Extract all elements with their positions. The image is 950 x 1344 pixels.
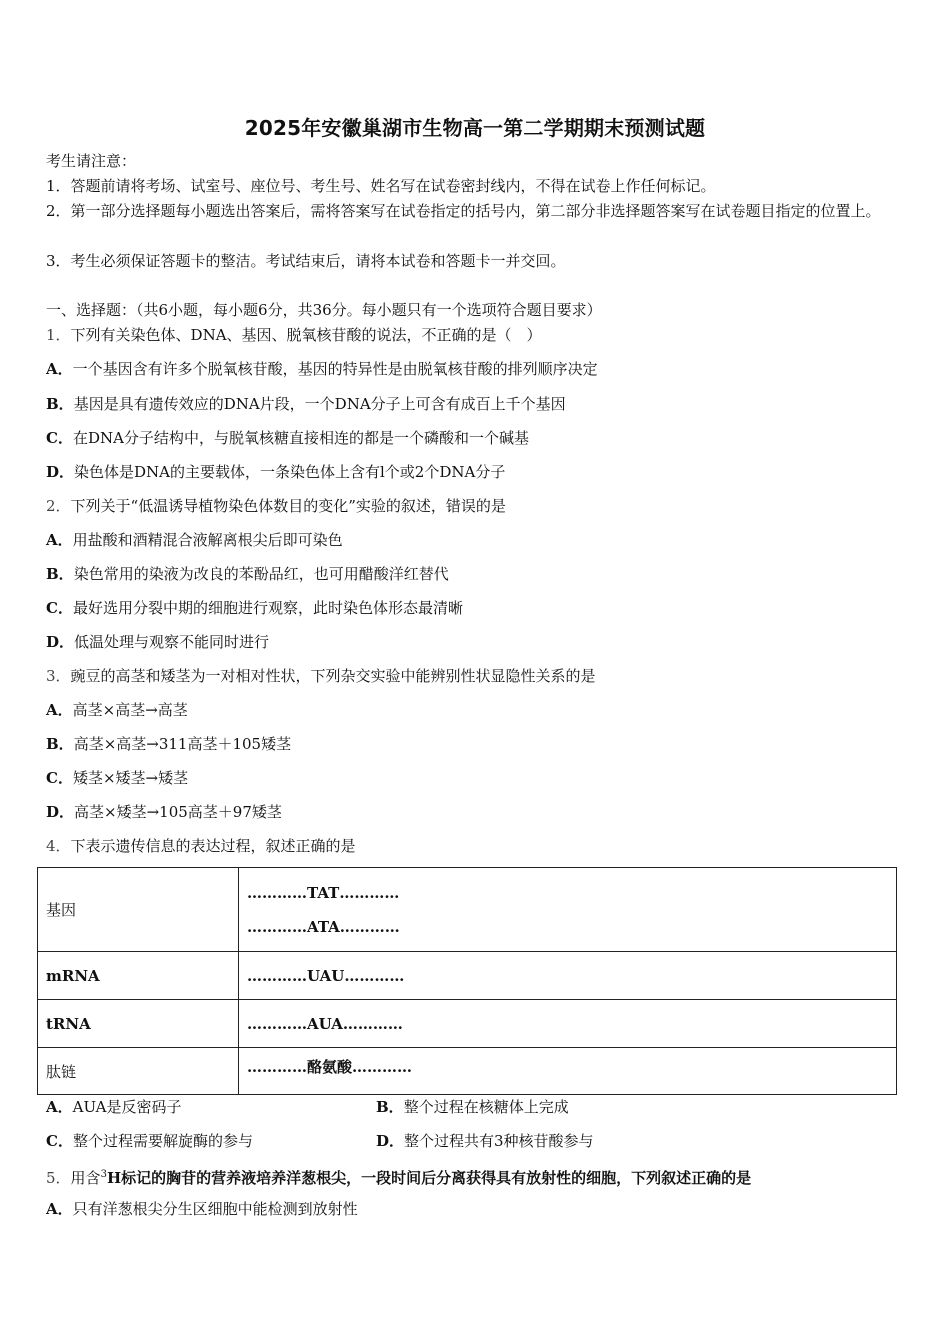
option-label: A． <box>46 360 73 378</box>
question-number: 3． <box>46 667 71 685</box>
option-text: 染色常用的染液为改良的苯酚品红，也可用醋酸洋红替代 <box>73 565 449 583</box>
question-number: 2． <box>46 497 71 515</box>
q2-option-c <box>46 598 463 618</box>
option-text: 一个基因含有许多个脱氧核苷酸，基因的特异性是由脱氧核苷酸的排列顺序决定 <box>72 360 598 378</box>
question-1 <box>46 325 542 345</box>
option-label: B． <box>46 395 74 413</box>
question-number: 4． <box>46 837 71 855</box>
option-text: 用盐酸和酒精混合液解离根尖后即可染色 <box>72 531 343 549</box>
section-heading: 一、选择题：（共6小题，每小题6分，共36分。每小题只有一个选项符合题目要求） <box>46 301 602 319</box>
question-number: 5． <box>46 1169 71 1187</box>
peptide-label: 肽链 <box>38 1048 239 1095</box>
q2-option-b <box>46 564 449 584</box>
question-stem: 下列有关染色体、DNA、基因、脱氧核苷酸的说法，不正确的是（ ） <box>70 326 542 344</box>
option-text: 染色体是DNA的主要载体，一条染色体上含有l个或2个DNA分子 <box>74 463 506 481</box>
mrna-value: …………UAU………… <box>239 952 897 1000</box>
notice-item-3: 3．考生必须保证答题卡的整洁。考试结束后，请将本试卷和答题卡一并交回。 <box>46 252 566 270</box>
option-label: A． <box>46 1098 73 1116</box>
option-label: D． <box>376 1132 405 1150</box>
gene-strand-2: …………ATA………… <box>247 917 400 936</box>
notice-item-2: 2．第一部分选择题每小题选出答案后，需将答案写在试卷指定的括号内，第二部分非选择题答案写在试卷题目指定的位置上。 <box>46 202 881 220</box>
notice-item-1: 1．答题前请将考场、试室号、座位号、考生号、姓名写在试卷密封线内，不得在试卷上作任何标记。 <box>46 177 716 195</box>
option-text: 基因是具有遗传效应的DNA片段，一个DNA分子上可含有成百上千个基因 <box>73 395 566 413</box>
question-5 <box>46 1165 751 1188</box>
option-text: 高茎×高茎→311高茎＋105矮茎 <box>73 735 292 753</box>
option-text: 整个过程在核糖体上完成 <box>403 1098 569 1116</box>
question-stem: 豌豆的高茎和矮茎为一对相对性状，下列杂交实验中能辨别性状显隐性关系的是 <box>70 667 596 685</box>
option-label: C． <box>46 769 73 787</box>
trna-value: …………AUA………… <box>239 1000 897 1048</box>
option-text: 矮茎×矮茎→矮茎 <box>72 769 189 787</box>
option-text: 高茎×高茎→高茎 <box>72 701 188 719</box>
q4-option-d <box>376 1131 594 1151</box>
page-title: 2025年安徽巢湖市生物高一第二学期期末预测试题 <box>244 116 706 140</box>
option-label: B． <box>46 565 74 583</box>
gene-strand-1: …………TAT………… <box>247 883 400 902</box>
table-row <box>38 868 897 952</box>
option-label: C． <box>46 599 73 617</box>
question-number: 1． <box>46 326 71 344</box>
option-label: D． <box>46 463 75 481</box>
option-label: B． <box>46 735 74 753</box>
q3-option-c <box>46 768 188 788</box>
table-row <box>38 1000 897 1048</box>
q4-option-c <box>46 1131 253 1151</box>
q1-option-a <box>46 359 598 379</box>
option-text: 整个过程共有3种核苷酸参与 <box>404 1132 594 1150</box>
q5-option-a <box>46 1199 358 1219</box>
question-stem-post: H标记的胸苷的营养液培养洋葱根尖，一段时间后分离获得具有放射性的细胞，下列叙述正确的是 <box>106 1169 752 1187</box>
question-stem: 下表示遗传信息的表达过程，叙述正确的是 <box>70 837 356 855</box>
expression-table <box>37 867 897 1095</box>
option-label: A． <box>46 1200 73 1218</box>
gene-cell <box>239 868 897 952</box>
question-stem-pre: 用含 <box>70 1169 101 1187</box>
table-row <box>38 1048 897 1095</box>
q4-option-b <box>376 1097 569 1117</box>
gene-label: 基因 <box>38 868 239 952</box>
option-text: 整个过程需要解旋酶的参与 <box>72 1132 253 1150</box>
option-text: 最好选用分裂中期的细胞进行观察，此时染色体形态最清晰 <box>72 599 463 617</box>
option-label: B． <box>376 1098 404 1116</box>
option-text: 低温处理与观察不能同时进行 <box>74 633 270 651</box>
q1-option-b <box>46 394 566 414</box>
option-text: 只有洋葱根尖分生区细胞中能检测到放射性 <box>72 1200 358 1218</box>
q3-option-d <box>46 802 282 822</box>
option-label: A． <box>46 701 73 719</box>
question-4 <box>46 836 356 856</box>
question-2 <box>46 496 506 516</box>
q3-option-a <box>46 700 188 720</box>
q2-option-a <box>46 530 343 550</box>
q1-option-c <box>46 428 529 448</box>
trna-label: tRNA <box>38 1000 239 1048</box>
option-text: 在DNA分子结构中，与脱氧核糖直接相连的都是一个磷酸和一个碱基 <box>72 429 529 447</box>
option-label: D． <box>46 803 75 821</box>
superscript: 3 <box>100 1169 107 1180</box>
option-label: C． <box>46 429 73 447</box>
q2-option-d <box>46 632 269 652</box>
option-text: AUA是反密码子 <box>72 1098 182 1116</box>
question-3 <box>46 666 596 686</box>
q4-option-a <box>46 1097 182 1117</box>
option-label: D． <box>46 633 75 651</box>
q3-option-b <box>46 734 291 754</box>
table-row <box>38 952 897 1000</box>
question-stem: 下列关于“低温诱导植物染色体数目的变化”实验的叙述，错误的是 <box>70 497 506 515</box>
option-label: A． <box>46 531 73 549</box>
option-label: C． <box>46 1132 73 1150</box>
q1-option-d <box>46 462 505 482</box>
option-text: 高茎×矮茎→105高茎＋97矮茎 <box>74 803 282 821</box>
notice-header: 考生请注意： <box>46 152 137 170</box>
mrna-label: mRNA <box>38 952 239 1000</box>
peptide-value: …………酪氨酸………… <box>239 1048 897 1095</box>
